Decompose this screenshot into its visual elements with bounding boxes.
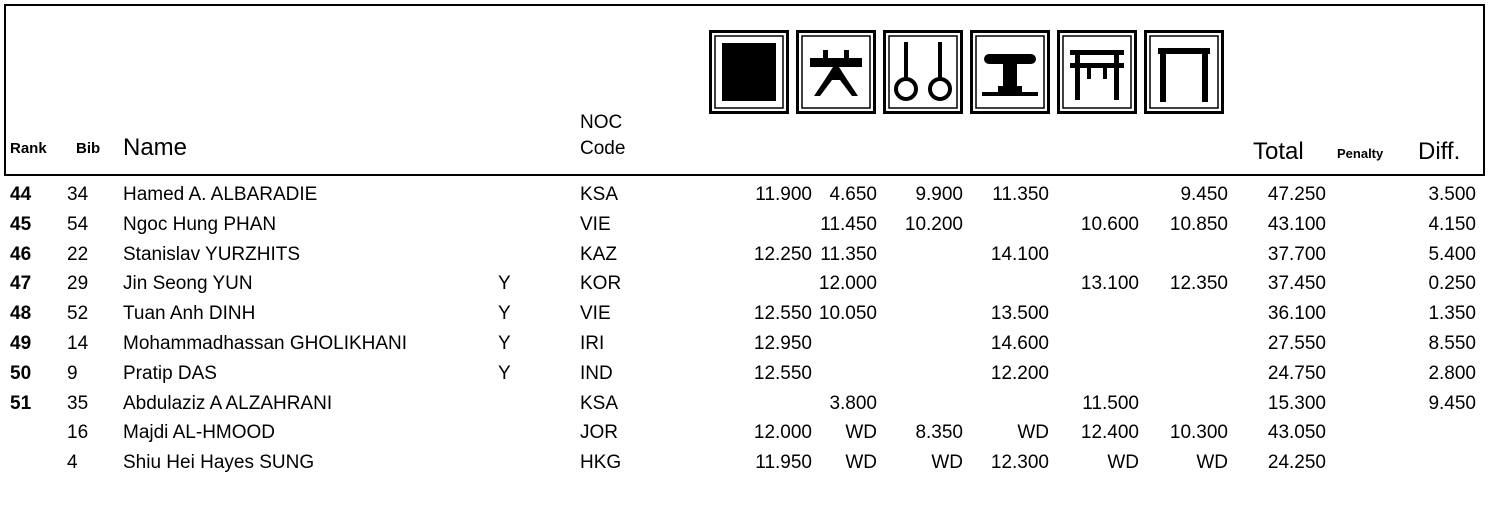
diff-cell: 2.800 [1428,362,1476,384]
name-cell: Tuan Anh DINH [123,303,256,325]
table-row [0,269,1491,299]
vault-score-cell: 14.100 [990,243,1049,265]
hbar-score-cell: 10.850 [1169,213,1228,235]
col-header-noc [580,110,625,162]
table-row [0,329,1491,359]
name-cell: Mohammadhassan GHOLIKHANI [123,333,408,354]
total-cell: 27.550 [1267,333,1326,354]
vault-score-cell: 13.500 [990,303,1049,325]
floor-score-cell: 11.950 [755,452,812,474]
name-cell: Hamed A. ALBARADIE [123,184,318,205]
name-cell: Stanislav YURZHITS [123,243,301,265]
noc-cell: VIE [580,303,611,325]
bib-cell: 52 [67,303,89,325]
pbars-score-cell: WD [1107,452,1139,474]
pommel-score-cell: WD [845,422,877,444]
y-cell: Y [498,333,511,354]
col-header-noc-line2: Code [580,138,626,159]
bib-cell: 16 [67,422,89,444]
table-row [0,448,1491,478]
table-row [0,359,1491,389]
vault-score-cell: 12.300 [990,452,1049,474]
name-cell: Shiu Hei Hayes SUNG [123,452,315,474]
col-header-name: Name [123,134,188,161]
total-cell: 47.250 [1267,184,1326,205]
col-header-total: Total [1253,138,1304,165]
noc-cell: KAZ [580,243,617,265]
noc-cell: HKG [580,452,622,474]
pommel-score-cell: 4.650 [829,184,877,205]
rings-score-cell: WD [931,452,963,474]
noc-cell: IND [580,362,613,384]
total-cell: 37.450 [1267,273,1326,295]
total-cell: 15.300 [1267,392,1326,414]
noc-cell: JOR [580,422,618,444]
rank-cell: 44 [10,184,32,205]
diff-cell: 0.250 [1428,273,1476,295]
floor-score-cell: 12.250 [753,243,812,265]
total-cell: 37.700 [1267,243,1326,265]
pbars-score-cell: 12.400 [1080,422,1139,444]
y-cell: Y [498,303,511,325]
rings-icon [883,30,963,114]
diff-cell: 9.450 [1428,392,1476,414]
horizontal-bar-icon [1144,30,1224,114]
vault-score-cell: 14.600 [990,333,1049,354]
hbar-score-cell: WD [1196,452,1228,474]
pbars-score-cell: 11.500 [1082,392,1139,414]
noc-cell: IRI [580,333,605,354]
col-header-noc-line1: NOC [580,112,623,133]
floor-score-cell: 12.000 [753,422,812,444]
rings-score-cell: 8.350 [915,422,963,444]
name-cell: Abdulaziz A ALZAHRANI [123,392,333,414]
pommel-score-cell: 11.350 [820,243,877,265]
rank-cell: 46 [10,243,32,265]
vault-score-cell: WD [1017,422,1049,444]
rank-cell: 51 [10,392,32,414]
col-header-bib: Bib [76,140,101,157]
pbars-score-cell: 10.600 [1080,213,1139,235]
noc-cell: KOR [580,273,622,295]
pommel-score-cell: 12.000 [818,273,877,295]
col-header-diff: Diff. [1418,138,1461,165]
diff-cell: 3.500 [1428,184,1476,205]
y-cell: Y [498,362,511,384]
diff-cell: 5.400 [1428,243,1476,265]
floor-score-cell: 12.550 [753,362,812,384]
table-row [0,418,1491,448]
vault-icon [970,30,1050,114]
col-header-rank: Rank [10,140,47,157]
total-cell: 36.100 [1267,303,1326,325]
total-cell: 43.050 [1267,422,1326,444]
bib-cell: 14 [67,333,89,354]
floor-exercise-icon [709,30,789,114]
parallel-bars-icon [1057,30,1137,114]
diff-cell: 1.350 [1428,303,1476,325]
hbar-score-cell: 10.300 [1169,422,1228,444]
col-header-penalty: Penalty [1337,146,1384,161]
pommel-score-cell: 3.800 [829,392,877,414]
floor-score-cell: 12.950 [753,333,812,354]
total-cell: 24.750 [1267,362,1326,384]
floor-score-cell: 12.550 [753,303,812,325]
hbar-score-cell: 12.350 [1169,273,1228,295]
diff-cell: 4.150 [1428,213,1476,235]
pbars-score-cell: 13.100 [1080,273,1139,295]
rank-cell: 45 [10,213,32,235]
floor-score-cell: 11.900 [755,184,812,205]
table-row [0,240,1491,270]
table-row [0,210,1491,240]
bib-cell: 35 [67,392,89,414]
pommel-score-cell: WD [845,452,877,474]
pommel-score-cell: 10.050 [818,303,877,325]
noc-cell: VIE [580,213,611,235]
noc-cell: KSA [580,392,619,414]
rings-score-cell: 10.200 [904,213,963,235]
rank-cell: 50 [10,362,32,384]
table-row [0,180,1491,210]
rank-cell: 48 [10,303,32,325]
name-cell: Ngoc Hung PHAN [123,213,277,235]
bib-cell: 22 [67,243,89,265]
total-cell: 43.100 [1267,213,1326,235]
rank-cell: 49 [10,333,32,354]
y-cell: Y [498,273,511,295]
noc-cell: KSA [580,184,619,205]
vault-score-cell: 11.350 [992,184,1049,205]
bib-cell: 4 [67,452,78,474]
name-cell: Majdi AL-HMOOD [123,422,276,444]
rings-score-cell: 9.900 [915,184,963,205]
hbar-score-cell: 9.450 [1180,184,1228,205]
pommel-horse-icon [796,30,876,114]
bib-cell: 29 [67,273,89,295]
name-cell: Pratip DAS [123,362,217,384]
table-row [0,299,1491,329]
rank-cell: 47 [10,273,32,295]
name-cell: Jin Seong YUN [123,273,253,295]
pommel-score-cell: 11.450 [820,213,877,235]
total-cell: 24.250 [1267,452,1326,474]
table-row [0,389,1491,419]
bib-cell: 9 [67,362,78,384]
vault-score-cell: 12.200 [990,362,1049,384]
bib-cell: 54 [67,213,89,235]
bib-cell: 34 [67,184,89,205]
diff-cell: 8.550 [1428,333,1476,354]
